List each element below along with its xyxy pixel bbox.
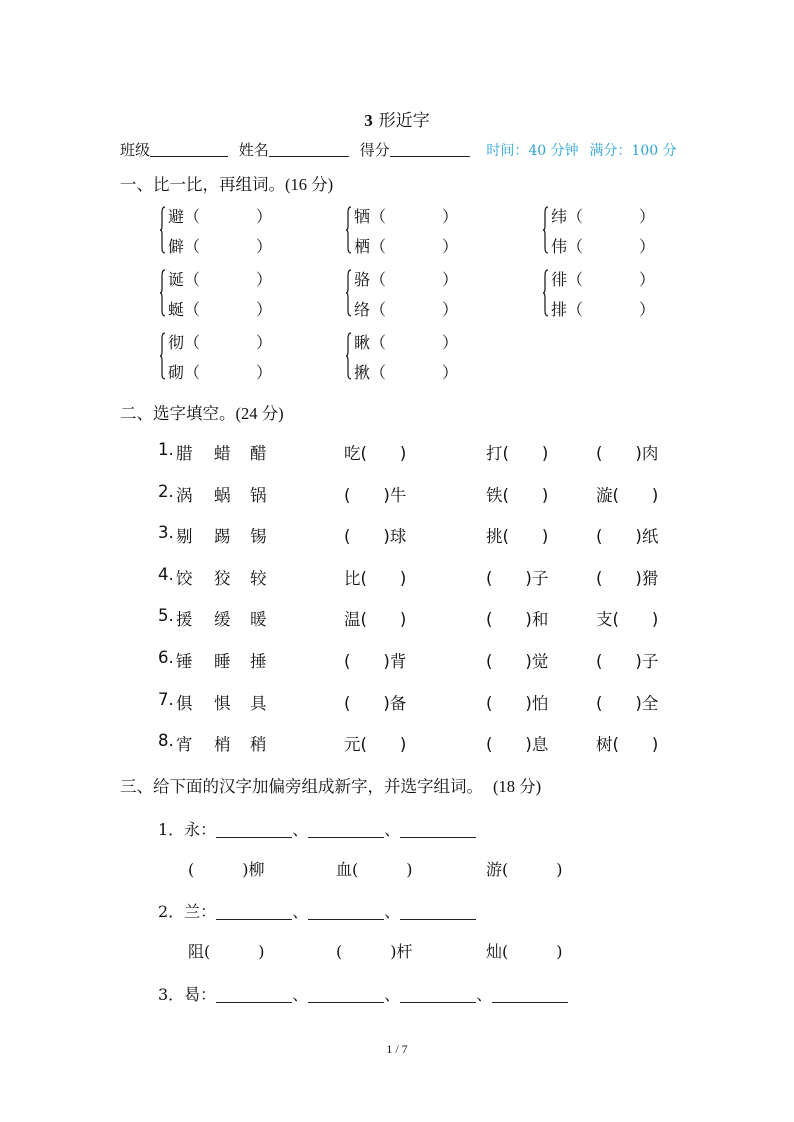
left-brace-icon (543, 206, 549, 254)
word-blank[interactable]: 血( ) (336, 860, 413, 879)
fill-blank[interactable]: 吃( ) (344, 444, 407, 463)
word-blank[interactable]: 阻( ) (188, 942, 265, 961)
pair-char: 栖 (354, 237, 371, 256)
fill-blank[interactable]: ( )纸 (596, 527, 659, 546)
radical-line (158, 899, 476, 922)
separator: 、 (384, 902, 401, 921)
pair-char: 徘 (551, 270, 568, 289)
section1-points: (16 分) (285, 175, 334, 194)
answer-blank-close[interactable]: ） (256, 333, 273, 352)
pair-char: 僻 (168, 237, 185, 256)
page-title (0, 106, 794, 131)
option-char: 暖 (250, 610, 267, 629)
answer-blank-open[interactable]: （ (567, 207, 584, 226)
compare-pair (543, 204, 663, 260)
fill-blank[interactable]: ( )牛 (344, 486, 407, 505)
answer-blank-close[interactable]: ） (442, 300, 459, 319)
radical-line (158, 817, 476, 840)
separator: 、 (384, 985, 401, 1004)
answer-blank-close[interactable]: ） (442, 333, 459, 352)
separator: 、 (292, 902, 309, 921)
left-brace-icon (346, 269, 352, 317)
section2-heading (120, 400, 284, 424)
fill-blank[interactable]: ( )全 (596, 694, 659, 713)
fill-blank[interactable]: ( )觉 (486, 652, 549, 671)
answer-blank-close[interactable]: ） (442, 363, 459, 382)
radical-label: 1．永： (158, 820, 217, 839)
answer-blank-open[interactable]: （ (370, 270, 387, 289)
option-char: 较 (250, 569, 267, 588)
word-blank[interactable]: ( )柳 (188, 860, 265, 879)
answer-blank-close[interactable]: ） (639, 300, 656, 319)
radical-label: 3．曷： (158, 985, 217, 1004)
row-number: 4. (158, 565, 174, 584)
fill-blank[interactable]: 支( ) (596, 610, 659, 629)
row-number: 8. (158, 731, 174, 750)
answer-underline[interactable] (308, 822, 384, 838)
option-char: 锡 (250, 527, 267, 546)
word-blank[interactable]: 灿( ) (486, 942, 563, 961)
name-blank[interactable] (269, 142, 349, 157)
row-number: 2. (158, 482, 174, 501)
fill-blank[interactable]: 挑( ) (486, 527, 549, 546)
left-brace-icon (160, 206, 166, 254)
fill-blank[interactable]: ( )息 (486, 735, 549, 754)
answer-blank-close[interactable]: ） (639, 207, 656, 226)
answer-underline[interactable] (308, 904, 384, 920)
left-brace-icon (160, 332, 166, 380)
section2-points: (24 分) (235, 404, 284, 423)
lesson-title: 形近字 (378, 111, 430, 131)
row-number: 7. (158, 690, 174, 709)
pair-char: 避 (168, 207, 185, 226)
answer-blank-close[interactable]: ） (442, 270, 459, 289)
row-number: 3. (158, 523, 174, 542)
compare-pair (346, 330, 466, 386)
option-char: 剔 (176, 527, 193, 546)
full-score: 满分：100 分 (589, 143, 677, 159)
word-blank[interactable]: 游( ) (486, 860, 563, 879)
answer-blank-open[interactable]: （ (567, 300, 584, 319)
option-char: 捶 (250, 652, 267, 671)
answer-blank-close[interactable]: ） (442, 207, 459, 226)
fill-blank[interactable]: ( )猾 (596, 569, 659, 588)
pair-char: 伟 (551, 237, 568, 256)
fill-blank[interactable]: ( )怕 (486, 694, 549, 713)
class-label: 班级 (120, 141, 151, 159)
answer-blank-close[interactable]: ） (256, 270, 273, 289)
option-char: 睡 (214, 652, 231, 671)
fill-blank[interactable]: 打( ) (486, 444, 549, 463)
answer-underline[interactable] (400, 904, 476, 920)
row-number: 5. (158, 606, 174, 625)
fill-blank[interactable]: 树( ) (596, 735, 659, 754)
student-info-line (120, 139, 677, 160)
pair-char: 排 (551, 300, 568, 319)
option-char: 醋 (250, 444, 267, 463)
answer-blank-close[interactable]: ） (442, 237, 459, 256)
answer-underline[interactable] (308, 987, 384, 1003)
section2-title: 二、选字填空。 (120, 404, 236, 423)
answer-underline[interactable] (216, 987, 292, 1003)
answer-blank-open[interactable]: （ (370, 237, 387, 256)
option-char: 涡 (176, 486, 193, 505)
class-blank[interactable] (150, 142, 228, 157)
pair-char: 纬 (551, 207, 568, 226)
section3-points: (18 分) (493, 777, 542, 796)
fill-blank[interactable]: ( )子 (486, 569, 549, 588)
left-brace-icon (346, 206, 352, 254)
answer-blank-close[interactable]: ） (256, 363, 273, 382)
left-brace-icon (160, 269, 166, 317)
left-brace-icon (543, 269, 549, 317)
answer-blank-open[interactable]: （ (370, 207, 387, 226)
option-char: 狡 (214, 569, 231, 588)
answer-blank-open[interactable]: （ (184, 270, 201, 289)
separator: 、 (476, 985, 493, 1004)
fill-blank[interactable]: 比( ) (344, 569, 407, 588)
answer-blank-close[interactable]: ） (639, 237, 656, 256)
lesson-number: 3 (364, 111, 373, 130)
pair-char: 砌 (168, 363, 185, 382)
separator: 、 (292, 820, 309, 839)
answer-blank-open[interactable]: （ (184, 300, 201, 319)
answer-blank-close[interactable]: ） (256, 300, 273, 319)
answer-underline[interactable] (492, 987, 568, 1003)
answer-blank-close[interactable]: ） (639, 270, 656, 289)
pair-char: 蜒 (168, 300, 185, 319)
option-char: 援 (176, 610, 193, 629)
option-char: 锅 (250, 486, 267, 505)
pair-char: 揪 (354, 363, 371, 382)
left-brace-icon (346, 332, 352, 380)
row-number: 1. (158, 440, 174, 459)
option-char: 缓 (214, 610, 231, 629)
fill-blank[interactable]: ( )背 (344, 652, 407, 671)
answer-blank-open[interactable]: （ (567, 270, 584, 289)
fill-blank[interactable]: 铁( ) (486, 486, 549, 505)
score-label: 得分 (359, 141, 390, 159)
fill-blank[interactable]: ( )和 (486, 610, 549, 629)
score-blank[interactable] (390, 142, 470, 157)
option-char: 踢 (214, 527, 231, 546)
row-number: 6. (158, 648, 174, 667)
option-char: 蜡 (214, 444, 231, 463)
pair-char: 骆 (354, 270, 371, 289)
fill-blank[interactable]: ( )球 (344, 527, 407, 546)
section1-title: 一、比一比，再组词。 (120, 175, 285, 194)
answer-blank-open[interactable]: （ (567, 237, 584, 256)
word-blank[interactable]: ( )杆 (336, 942, 413, 961)
answer-blank-close[interactable]: ） (256, 237, 273, 256)
answer-blank-open[interactable]: （ (184, 333, 201, 352)
fill-blank[interactable]: ( )肉 (596, 444, 659, 463)
section1-heading (120, 171, 333, 195)
name-label: 姓名 (238, 141, 269, 159)
option-char: 宵 (176, 735, 193, 754)
fill-blank[interactable]: 漩( ) (596, 486, 659, 505)
option-char: 具 (250, 694, 267, 713)
fill-blank[interactable]: 元( ) (344, 735, 407, 754)
fill-blank[interactable]: ( )子 (596, 652, 659, 671)
pair-char: 彻 (168, 333, 185, 352)
separator: 、 (292, 985, 309, 1004)
compare-pair (160, 267, 280, 323)
radical-line (158, 982, 568, 1005)
fill-blank[interactable]: 温( ) (344, 610, 407, 629)
answer-underline[interactable] (216, 822, 292, 838)
option-char: 惧 (214, 694, 231, 713)
option-char: 稍 (250, 735, 267, 754)
compare-pair (346, 204, 466, 260)
option-char: 俱 (176, 694, 193, 713)
radical-label: 2．兰： (158, 902, 217, 921)
answer-blank-open[interactable]: （ (370, 363, 387, 382)
compare-pair (543, 267, 663, 323)
answer-blank-open[interactable]: （ (370, 333, 387, 352)
option-char: 蜗 (214, 486, 231, 505)
compare-pair (346, 267, 466, 323)
compare-pair (160, 330, 280, 386)
option-char: 饺 (176, 569, 193, 588)
compare-pair (160, 204, 280, 260)
fill-blank[interactable]: ( )备 (344, 694, 407, 713)
answer-blank-close[interactable]: ） (256, 207, 273, 226)
section3-title: 三、给下面的汉字加偏旁组成新字，并选字组词。 (120, 777, 483, 796)
page-number: 1 / 7 (386, 1042, 408, 1056)
option-char: 梢 (214, 735, 231, 754)
pair-char: 络 (354, 300, 371, 319)
separator: 、 (384, 820, 401, 839)
pair-char: 瞅 (354, 333, 371, 352)
option-char: 腊 (176, 444, 193, 463)
pair-char: 牺 (354, 207, 371, 226)
answer-blank-open[interactable]: （ (184, 237, 201, 256)
section3-heading (120, 773, 541, 797)
answer-blank-open[interactable]: （ (370, 300, 387, 319)
answer-underline[interactable] (216, 904, 292, 920)
answer-blank-open[interactable]: （ (184, 363, 201, 382)
pair-char: 诞 (168, 270, 185, 289)
answer-underline[interactable] (400, 987, 476, 1003)
answer-underline[interactable] (400, 822, 476, 838)
option-char: 锤 (176, 652, 193, 671)
answer-blank-open[interactable]: （ (184, 207, 201, 226)
time-limit: 时间：40 分钟 (486, 143, 579, 159)
